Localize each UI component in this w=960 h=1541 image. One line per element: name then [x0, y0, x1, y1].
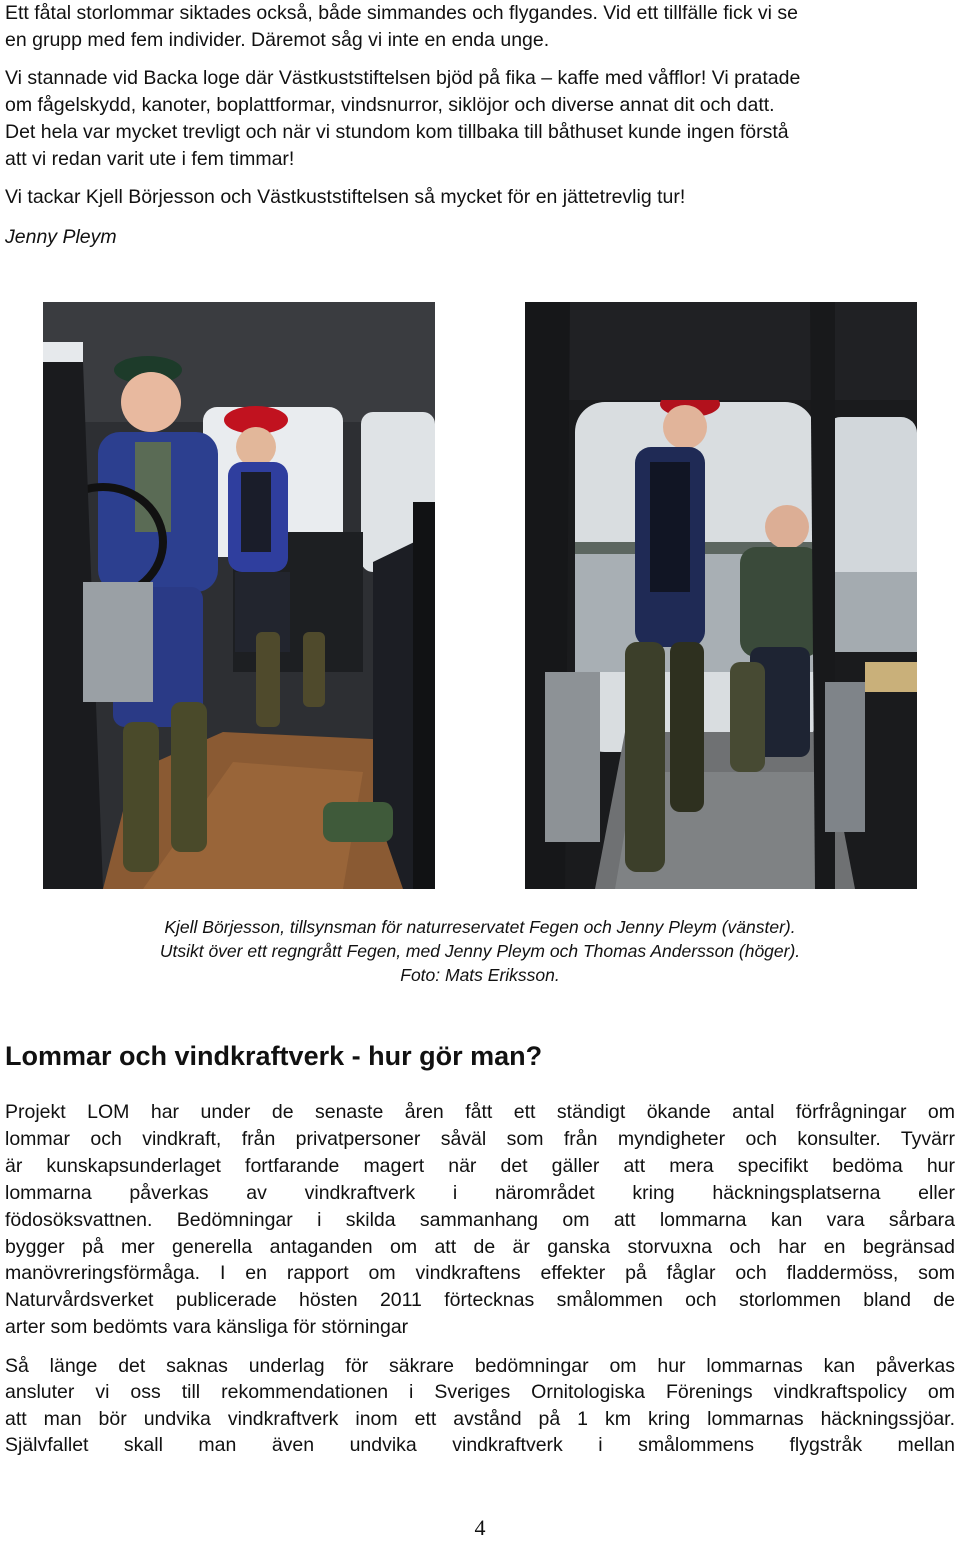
section-heading: Lommar och vindkraftverk - hur gör man?: [5, 1041, 543, 1071]
intro-line-4: om fågelskydd, kanoter, boplattformar, vindsnurror, siklöjor och diverse annat dit och datt.: [5, 94, 775, 116]
photo-left-image: [43, 302, 435, 889]
para1-line-5: födosöksvattnen. Bedömningar i skilda sammanhang om att lommarna kan vara sårbara: [5, 1209, 955, 1231]
intro-line-7: Vi tackar Kjell Börjesson och Västkuststiftelsen så mycket för en jättetrevlig tur!: [5, 186, 686, 208]
intro-line-2: en grupp med fem individer. Däremot såg vi inte en enda unge.: [5, 29, 550, 51]
para2-line-1: Så länge det saknas underlag för säkrare bedömningar om hur lommarnas kan påverkas: [5, 1355, 955, 1377]
photo-right-image: [525, 302, 917, 889]
intro-line-6: att vi redan varit ute i fem timmar!: [5, 148, 295, 170]
para1-line-8: Naturvårdsverket publicerade hösten 2011 förtecknas smålommen och storlommen bland de: [5, 1289, 955, 1311]
para1-line-2: lommar och vindkraft, från privatpersoner såväl som från myndigheter och konsulter. Tyvärr: [5, 1128, 955, 1150]
para1-line-4: lommarna påverkas av vindkraftverk i närområdet kring häckningsplatserna eller: [5, 1182, 955, 1204]
para2-line-2: ansluter vi oss till rekommendationen i Sveriges Ornitologiska Förenings vindkraftspolicy om: [5, 1381, 955, 1403]
intro-line-1: Ett fåtal storlommar siktades också, både simmandes och flygandes. Vid ett tillfälle fick vi se: [5, 2, 798, 24]
caption-line-2: Utsikt över ett regngrått Fegen, med Jenny Pleym och Thomas Andersson (höger).: [159, 941, 801, 961]
para1-line-1: Projekt LOM har under de senaste åren fått ett ständigt ökande antal förfrågningar om: [5, 1101, 955, 1123]
para1-line-3: är kunskapsunderlaget fortfarande magert när det gäller att mera specifikt bedöma hur: [5, 1155, 955, 1177]
photo-right: [525, 302, 917, 889]
para1-line-6: bygger på mer generella antaganden om att de är ganska storvuxna och har en begränsad: [5, 1236, 955, 1258]
page-number: 4: [474, 1515, 486, 1540]
caption-line-3: Foto: Mats Eriksson.: [400, 965, 560, 985]
para1-line-9: arter som bedömts vara känsliga för störningar: [5, 1316, 409, 1338]
intro-line-5: Det hela var mycket trevligt och när vi stundom kom tillbaka till båthuset kunde ingen förstå: [5, 121, 789, 143]
signature: Jenny Pleym: [5, 226, 117, 248]
photo-left: [43, 302, 435, 889]
para2-line-4: Självfallet skall man även undvika vindkraftverk i smålommens flygstråk mellan: [5, 1434, 955, 1456]
para1-line-7: manövreringsförmåga. I en rapport om vindkraftens effekter på fåglar och fladdermöss, som: [5, 1262, 955, 1284]
para2-line-3: att man bör undvika vindkraftverk inom ett avstånd på 1 km kring lommarnas häckningssjöar.: [5, 1408, 955, 1430]
intro-line-3: Vi stannade vid Backa loge där Västkuststiftelsen bjöd på fika – kaffe med våfflor! Vi pratade: [5, 67, 801, 89]
caption-line-1: Kjell Börjesson, tillsynsman för naturreservatet Fegen och Jenny Pleym (vänster).: [164, 917, 796, 937]
